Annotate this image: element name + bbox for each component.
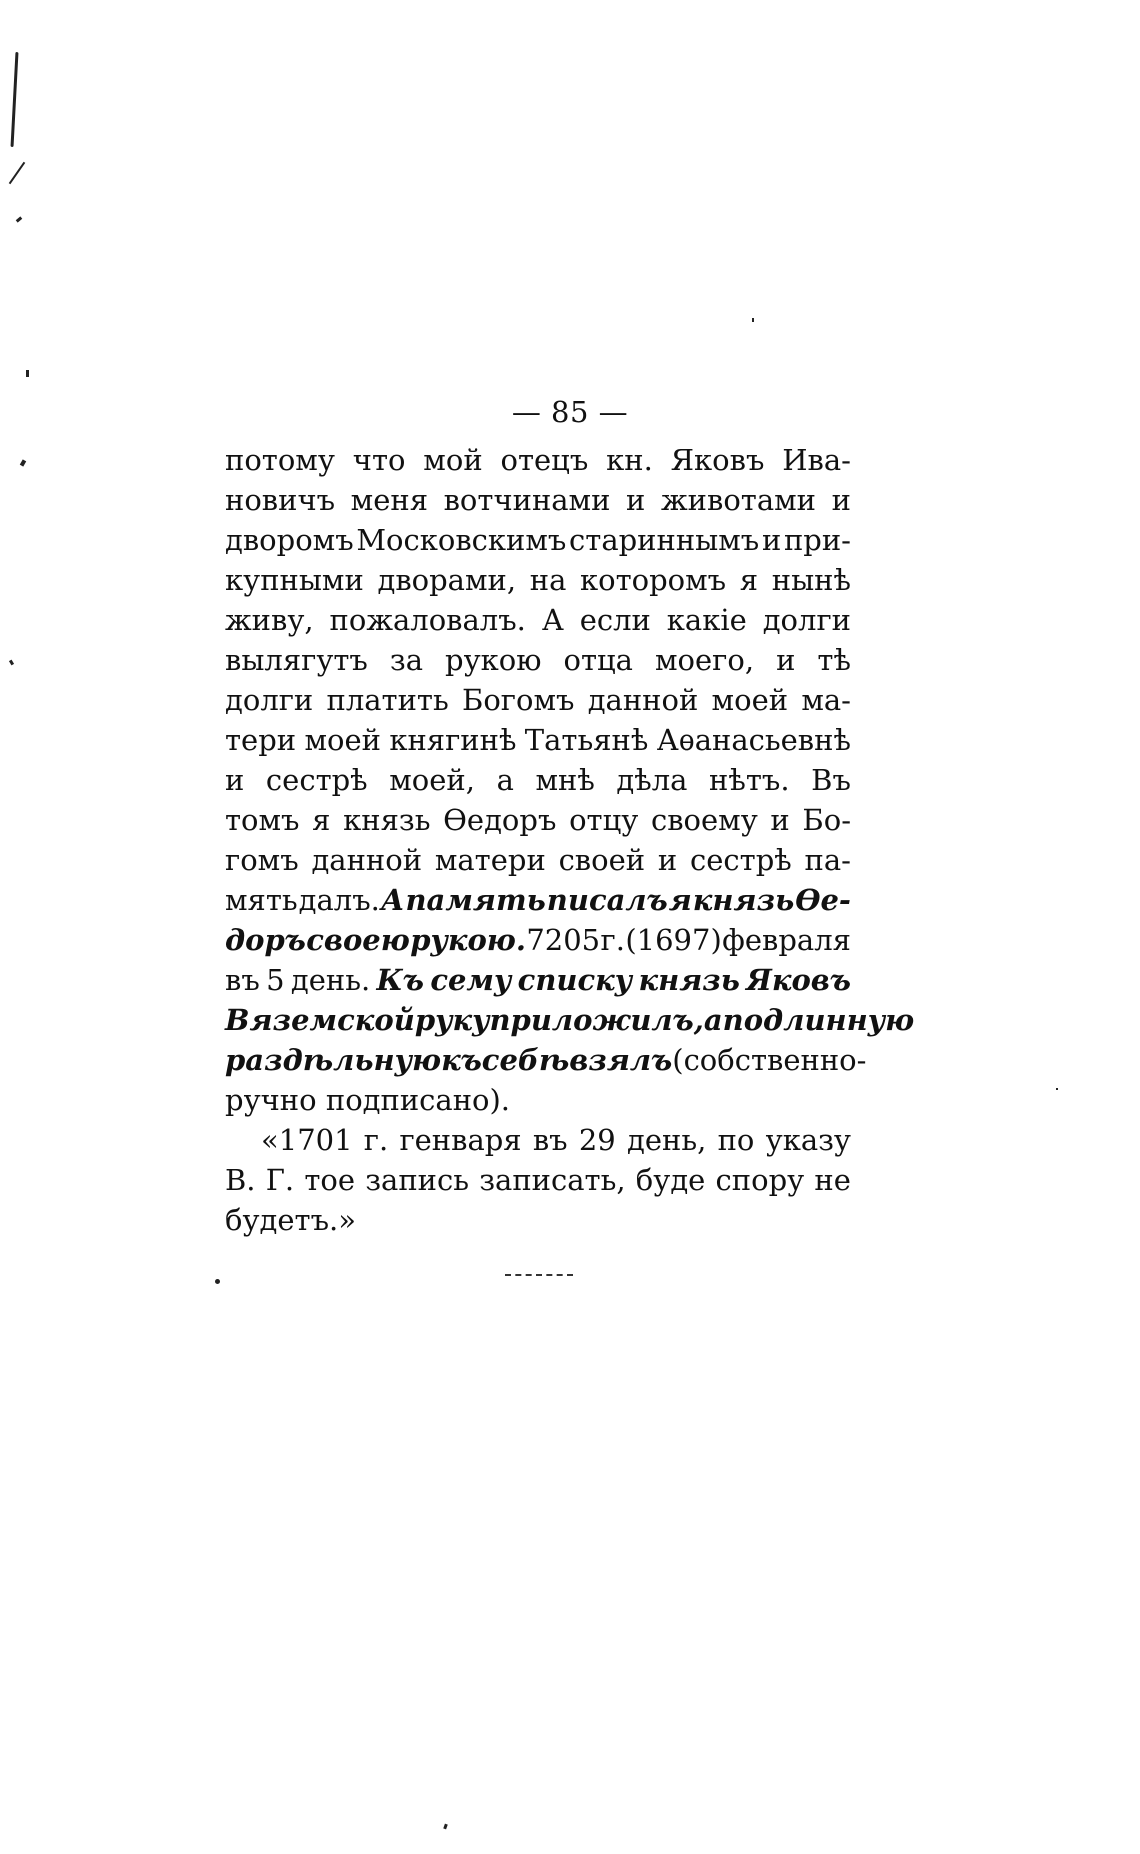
text-word: г. — [600, 923, 625, 957]
scan-speck — [26, 370, 29, 377]
text-word: и — [776, 643, 796, 677]
text-word: «1701 — [261, 1123, 353, 1157]
text-word: рукою. — [410, 923, 526, 957]
text-word: Яковъ — [670, 443, 765, 477]
text-word: на — [529, 563, 567, 597]
text-word: 5 — [266, 963, 285, 997]
text-word: животами — [660, 483, 816, 517]
text-word: Г. — [265, 1163, 295, 1197]
text-line — [225, 1200, 851, 1240]
text-word: потому — [225, 443, 335, 477]
text-word: я — [668, 883, 692, 917]
text-word: отца — [563, 643, 633, 677]
text-line — [225, 640, 851, 680]
text-word: кн. — [606, 443, 653, 477]
text-word: сему — [430, 963, 512, 997]
text-word: къ — [441, 1043, 482, 1077]
text-word: дѣла — [616, 763, 688, 797]
text-word: при- — [783, 523, 851, 557]
text-line — [225, 880, 851, 920]
text-line — [225, 1040, 867, 1080]
page-number: — 85 — — [511, 395, 629, 429]
text-word: долги — [762, 603, 851, 637]
text-word: моего, — [654, 643, 755, 677]
text-word: день, — [627, 1123, 707, 1157]
text-word: Вяземской — [225, 1003, 415, 1037]
text-word: Ѳедоръ — [443, 803, 557, 837]
text-word: ручно — [225, 1083, 317, 1117]
text-word: 7205 — [526, 923, 601, 957]
text-word: В. — [225, 1163, 256, 1197]
text-word: а — [703, 1003, 723, 1037]
text-word: дворомъ — [225, 523, 354, 557]
text-word: и — [831, 483, 851, 517]
text-word: стариннымъ — [569, 523, 760, 557]
scan-speck — [20, 459, 26, 466]
text-word: долги — [225, 683, 314, 717]
text-word: новичъ — [225, 483, 336, 517]
text-word: А — [380, 883, 405, 917]
text-word: раздѣльную — [225, 1043, 442, 1077]
text-line — [225, 760, 851, 800]
text-word: указу — [765, 1123, 851, 1157]
text-word: буде — [635, 1163, 706, 1197]
text-word: тое — [304, 1163, 356, 1197]
text-line — [225, 840, 851, 880]
text-word: подписано). — [325, 1083, 511, 1117]
scan-speck — [9, 660, 14, 666]
scan-speck — [215, 1279, 220, 1284]
scan-speck — [1056, 1088, 1058, 1090]
text-word: писалъ — [546, 883, 668, 917]
text-word: доръ — [225, 923, 306, 957]
text-word: матери — [434, 843, 546, 877]
text-word: мять — [225, 883, 298, 917]
end-rule — [505, 1274, 573, 1276]
text-line — [225, 560, 851, 600]
text-word: тери — [225, 723, 297, 757]
text-word: моей — [304, 723, 381, 757]
text-word: записать, — [479, 1163, 626, 1197]
text-word: запись — [365, 1163, 470, 1197]
text-word: списку — [517, 963, 633, 997]
text-word: (1697) — [625, 923, 722, 957]
text-word: па- — [804, 843, 851, 877]
text-word: будетъ.» — [225, 1203, 356, 1237]
text-word: и — [626, 483, 646, 517]
text-word: 29 — [578, 1123, 616, 1157]
text-word: отцу — [569, 803, 639, 837]
text-line — [225, 1160, 851, 1200]
text-word: Московскимъ — [356, 523, 567, 557]
text-word: Богомъ — [462, 683, 575, 717]
text-word: меня — [350, 483, 429, 517]
text-word: пожаловалъ. — [329, 603, 526, 637]
text-word: и — [225, 763, 245, 797]
text-word: нынѣ — [771, 563, 851, 597]
text-word: княгинѣ — [389, 723, 517, 757]
text-line — [225, 1120, 851, 1160]
body-text — [225, 440, 915, 1240]
text-word: мнѣ — [535, 763, 595, 797]
text-line — [225, 1000, 915, 1040]
text-word: сестрѣ — [690, 843, 792, 877]
text-word: (собственно- — [672, 1043, 867, 1077]
scan-mark — [9, 162, 26, 184]
text-word: князь — [638, 963, 740, 997]
text-word: тѣ — [817, 643, 851, 677]
scan-mark — [11, 52, 19, 147]
text-word: князь — [343, 803, 431, 837]
text-line — [225, 480, 851, 520]
text-word: томъ — [225, 803, 300, 837]
text-word: данной — [587, 683, 699, 717]
text-word: дворами, — [377, 563, 517, 597]
text-line — [225, 520, 851, 560]
text-word: вотчинами — [443, 483, 611, 517]
text-word: мой — [423, 443, 483, 477]
scan-speck — [752, 318, 754, 322]
text-line — [225, 600, 851, 640]
text-word: нѣтъ. — [709, 763, 790, 797]
text-word: Яковъ — [746, 963, 851, 997]
text-word: рукою — [445, 643, 542, 677]
text-word: подлинную — [722, 1003, 915, 1037]
text-word: и — [770, 803, 790, 837]
text-word: спору — [715, 1163, 805, 1197]
text-word: гомъ — [225, 843, 299, 877]
text-word: генваря — [399, 1123, 522, 1157]
text-word: отецъ — [500, 443, 589, 477]
text-line — [225, 960, 851, 1000]
text-word: Татьянѣ — [524, 723, 649, 757]
text-word: а — [496, 763, 514, 797]
text-word: если — [579, 603, 651, 637]
text-word: своему — [650, 803, 758, 837]
text-word: моей — [711, 683, 789, 717]
text-word: данной — [311, 843, 423, 877]
text-word: приложилъ, — [489, 1003, 704, 1037]
text-word: Въ — [811, 763, 851, 797]
text-word: г. — [363, 1123, 389, 1157]
text-line — [225, 680, 851, 720]
text-word: Ѳе- — [795, 883, 851, 917]
text-word: моей, — [389, 763, 475, 797]
text-word: Бо- — [802, 803, 851, 837]
text-line — [225, 720, 851, 760]
text-word: и — [761, 523, 782, 557]
text-word: руку — [414, 1003, 490, 1037]
text-word: далъ. — [298, 883, 380, 917]
text-word: живу, — [225, 603, 314, 637]
text-word: платить — [326, 683, 449, 717]
text-line — [225, 920, 851, 960]
text-word: что — [352, 443, 406, 477]
text-word: взялъ — [569, 1043, 673, 1077]
text-word: своей — [558, 843, 646, 877]
text-word: Ива- — [782, 443, 851, 477]
text-word: Аѳанасьевнѣ — [656, 723, 851, 757]
text-line — [225, 440, 851, 480]
text-word: день. — [290, 963, 371, 997]
scan-mark — [16, 216, 23, 222]
text-line — [225, 1080, 851, 1120]
text-word: Къ — [376, 963, 424, 997]
scan-speck — [443, 1824, 448, 1830]
text-word: за — [389, 643, 424, 677]
text-word: себѣ — [481, 1043, 570, 1077]
text-word: купными — [225, 563, 364, 597]
text-word: я — [312, 803, 331, 837]
text-word: въ — [532, 1123, 568, 1157]
text-word: князь — [692, 883, 795, 917]
text-word: февраля — [722, 923, 851, 957]
text-word: сестрѣ — [265, 763, 368, 797]
text-word: А — [541, 603, 564, 637]
text-word: ма- — [801, 683, 851, 717]
text-word: какіе — [666, 603, 747, 637]
text-word: вылягутъ — [225, 643, 368, 677]
text-word: не — [814, 1163, 851, 1197]
text-word: своею — [306, 923, 410, 957]
text-word: которомъ — [580, 563, 727, 597]
text-line — [225, 800, 851, 840]
text-word: я — [739, 563, 759, 597]
text-word: по — [717, 1123, 755, 1157]
text-word: въ — [225, 963, 260, 997]
text-word: память — [405, 883, 546, 917]
text-word: и — [657, 843, 678, 877]
